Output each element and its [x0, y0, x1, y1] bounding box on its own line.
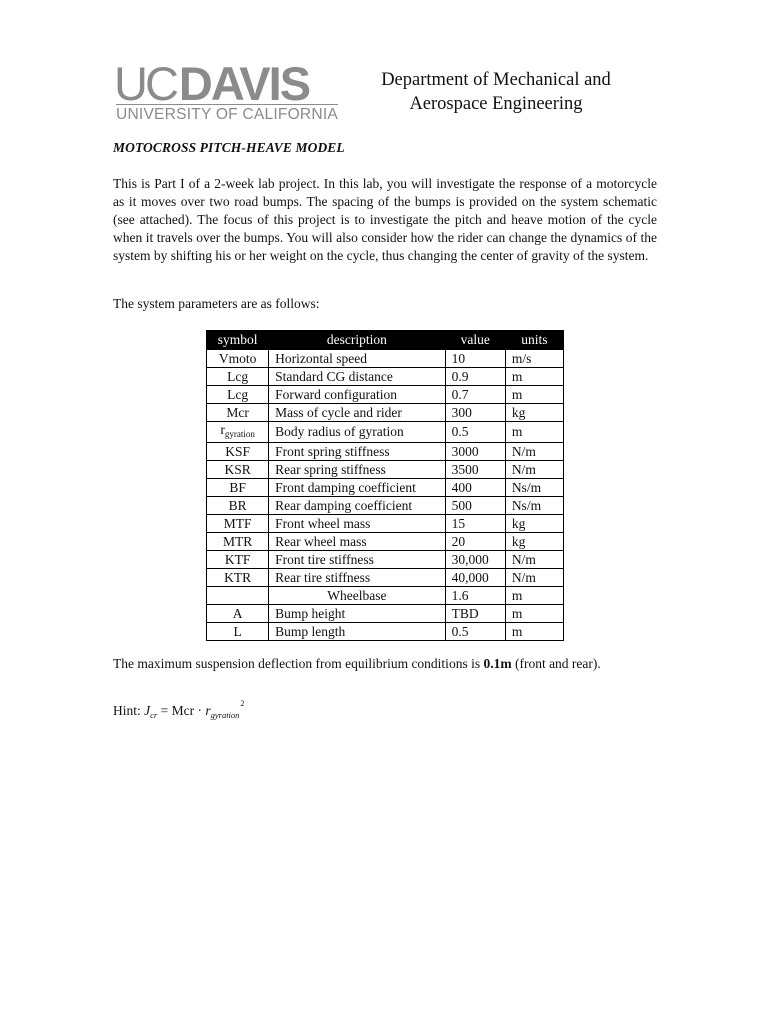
equation-equals: = Mcr ·	[157, 703, 206, 718]
cell-units: m/s	[505, 350, 563, 368]
equation-j: J	[144, 703, 151, 718]
header-description: description	[269, 331, 445, 350]
ucdavis-logo	[114, 57, 338, 126]
cell-symbol	[207, 422, 269, 443]
cell-units: kg	[505, 515, 563, 533]
cell-symbol: BR	[207, 497, 269, 515]
cell-units: kg	[505, 404, 563, 422]
symbol-r: r	[220, 422, 225, 437]
hint-line	[113, 699, 245, 720]
header-value: value	[445, 331, 505, 350]
cell-value: 20	[445, 533, 505, 551]
cell-units: N/m	[505, 461, 563, 479]
cell-description: Rear wheel mass	[269, 533, 445, 551]
department-line-2: Aerospace Engineering	[409, 94, 583, 114]
table-row	[207, 386, 564, 404]
cell-description: Mass of cycle and rider	[269, 404, 445, 422]
cell-units: m	[505, 605, 563, 623]
cell-value: 15	[445, 515, 505, 533]
cell-description: Rear spring stiffness	[269, 461, 445, 479]
table-row	[207, 368, 564, 386]
cell-description: Wheelbase	[269, 587, 445, 605]
cell-description: Bump length	[269, 623, 445, 641]
cell-value: 1.6	[445, 587, 505, 605]
logo-subtitle: UNIVERSITY OF CALIFORNIA	[116, 106, 338, 123]
cell-value: 300	[445, 404, 505, 422]
cell-units: m	[505, 386, 563, 404]
max-deflection-text	[113, 655, 653, 673]
cell-description: Bump height	[269, 605, 445, 623]
cell-units: kg	[505, 533, 563, 551]
cell-description: Horizontal speed	[269, 350, 445, 368]
table-row	[207, 533, 564, 551]
table-row	[207, 479, 564, 497]
cell-value: 30,000	[445, 551, 505, 569]
table-row	[207, 551, 564, 569]
table-header-row	[207, 331, 564, 350]
cell-units: N/m	[505, 551, 563, 569]
equation-r: r	[205, 703, 211, 718]
logo-wordmark	[114, 57, 310, 110]
table-row	[207, 605, 564, 623]
cell-symbol: KTR	[207, 569, 269, 587]
department-line-1: Department of Mechanical and	[381, 70, 611, 90]
cell-description: Front damping coefficient	[269, 479, 445, 497]
logo-uc: UC	[114, 57, 176, 110]
parameters-intro: The system parameters are as follows:	[113, 296, 320, 311]
cell-symbol: L	[207, 623, 269, 641]
cell-description: Standard CG distance	[269, 368, 445, 386]
cell-value: 40,000	[445, 569, 505, 587]
cell-value: 3000	[445, 443, 505, 461]
cell-units: Ns/m	[505, 479, 563, 497]
parameters-table	[206, 330, 564, 641]
table-row	[207, 623, 564, 641]
cell-value: TBD	[445, 605, 505, 623]
document-title: MOTOCROSS PITCH-HEAVE MODEL	[113, 140, 345, 155]
cell-symbol: Mcr	[207, 404, 269, 422]
cell-symbol: KSF	[207, 443, 269, 461]
department-heading	[340, 68, 652, 116]
cell-units: m	[505, 587, 563, 605]
equation-j-subscript: cr	[150, 710, 158, 720]
table-row	[207, 515, 564, 533]
cell-value: 0.9	[445, 368, 505, 386]
max-deflection-pre: The maximum suspension deflection from equilibrium conditions is	[113, 656, 484, 671]
cell-symbol: A	[207, 605, 269, 623]
cell-units: m	[505, 368, 563, 386]
cell-symbol: KSR	[207, 461, 269, 479]
cell-units: N/m	[505, 569, 563, 587]
cell-units: m	[505, 422, 563, 443]
equation-r-subscript: gyration	[210, 710, 240, 720]
table-row	[207, 422, 564, 443]
cell-symbol	[207, 587, 269, 605]
cell-units: N/m	[505, 443, 563, 461]
symbol-subscript: gyration	[224, 429, 255, 439]
cell-symbol: Lcg	[207, 386, 269, 404]
cell-units: m	[505, 623, 563, 641]
cell-description: Front spring stiffness	[269, 443, 445, 461]
table-row	[207, 497, 564, 515]
equation-exponent: 2	[240, 699, 245, 708]
cell-value: 3500	[445, 461, 505, 479]
cell-value: 0.7	[445, 386, 505, 404]
table-row	[207, 404, 564, 422]
cell-value: 500	[445, 497, 505, 515]
max-deflection-post: (front and rear).	[511, 656, 601, 671]
cell-units: Ns/m	[505, 497, 563, 515]
table-row	[207, 350, 564, 368]
cell-description: Rear tire stiffness	[269, 569, 445, 587]
cell-symbol: BF	[207, 479, 269, 497]
cell-value: 10	[445, 350, 505, 368]
table-row	[207, 461, 564, 479]
cell-description: Body radius of gyration	[269, 422, 445, 443]
header-units: units	[505, 331, 563, 350]
cell-description: Front wheel mass	[269, 515, 445, 533]
header-symbol: symbol	[207, 331, 269, 350]
cell-description: Forward configuration	[269, 386, 445, 404]
cell-symbol: MTR	[207, 533, 269, 551]
logo-davis: DAVIS	[178, 57, 310, 110]
cell-symbol: Lcg	[207, 368, 269, 386]
max-deflection-value: 0.1m	[483, 656, 512, 671]
table-row	[207, 569, 564, 587]
hint-equation	[144, 699, 245, 720]
cell-description: Rear damping coefficient	[269, 497, 445, 515]
cell-description: Front tire stiffness	[269, 551, 445, 569]
table-row	[207, 587, 564, 605]
cell-value: 0.5	[445, 623, 505, 641]
table-row	[207, 443, 564, 461]
cell-symbol: MTF	[207, 515, 269, 533]
cell-value: 400	[445, 479, 505, 497]
cell-symbol: Vmoto	[207, 350, 269, 368]
hint-label: Hint:	[113, 703, 145, 718]
cell-value: 0.5	[445, 422, 505, 443]
cell-symbol: KTF	[207, 551, 269, 569]
intro-paragraph: This is Part I of a 2-week lab project. In this lab, you will investigate the response of a motorcycle as it moves over two road bumps. The spacing of the bumps is provided on the system schematic (see attached). The focus of this project is to investigate the pitch and heave motion of the cycle when it travels over the bumps. You will also consider how the rider can change the dynamics of the system by shifting his or her weight on the cycle, thus changing the center of gravity of the system.	[113, 176, 657, 263]
